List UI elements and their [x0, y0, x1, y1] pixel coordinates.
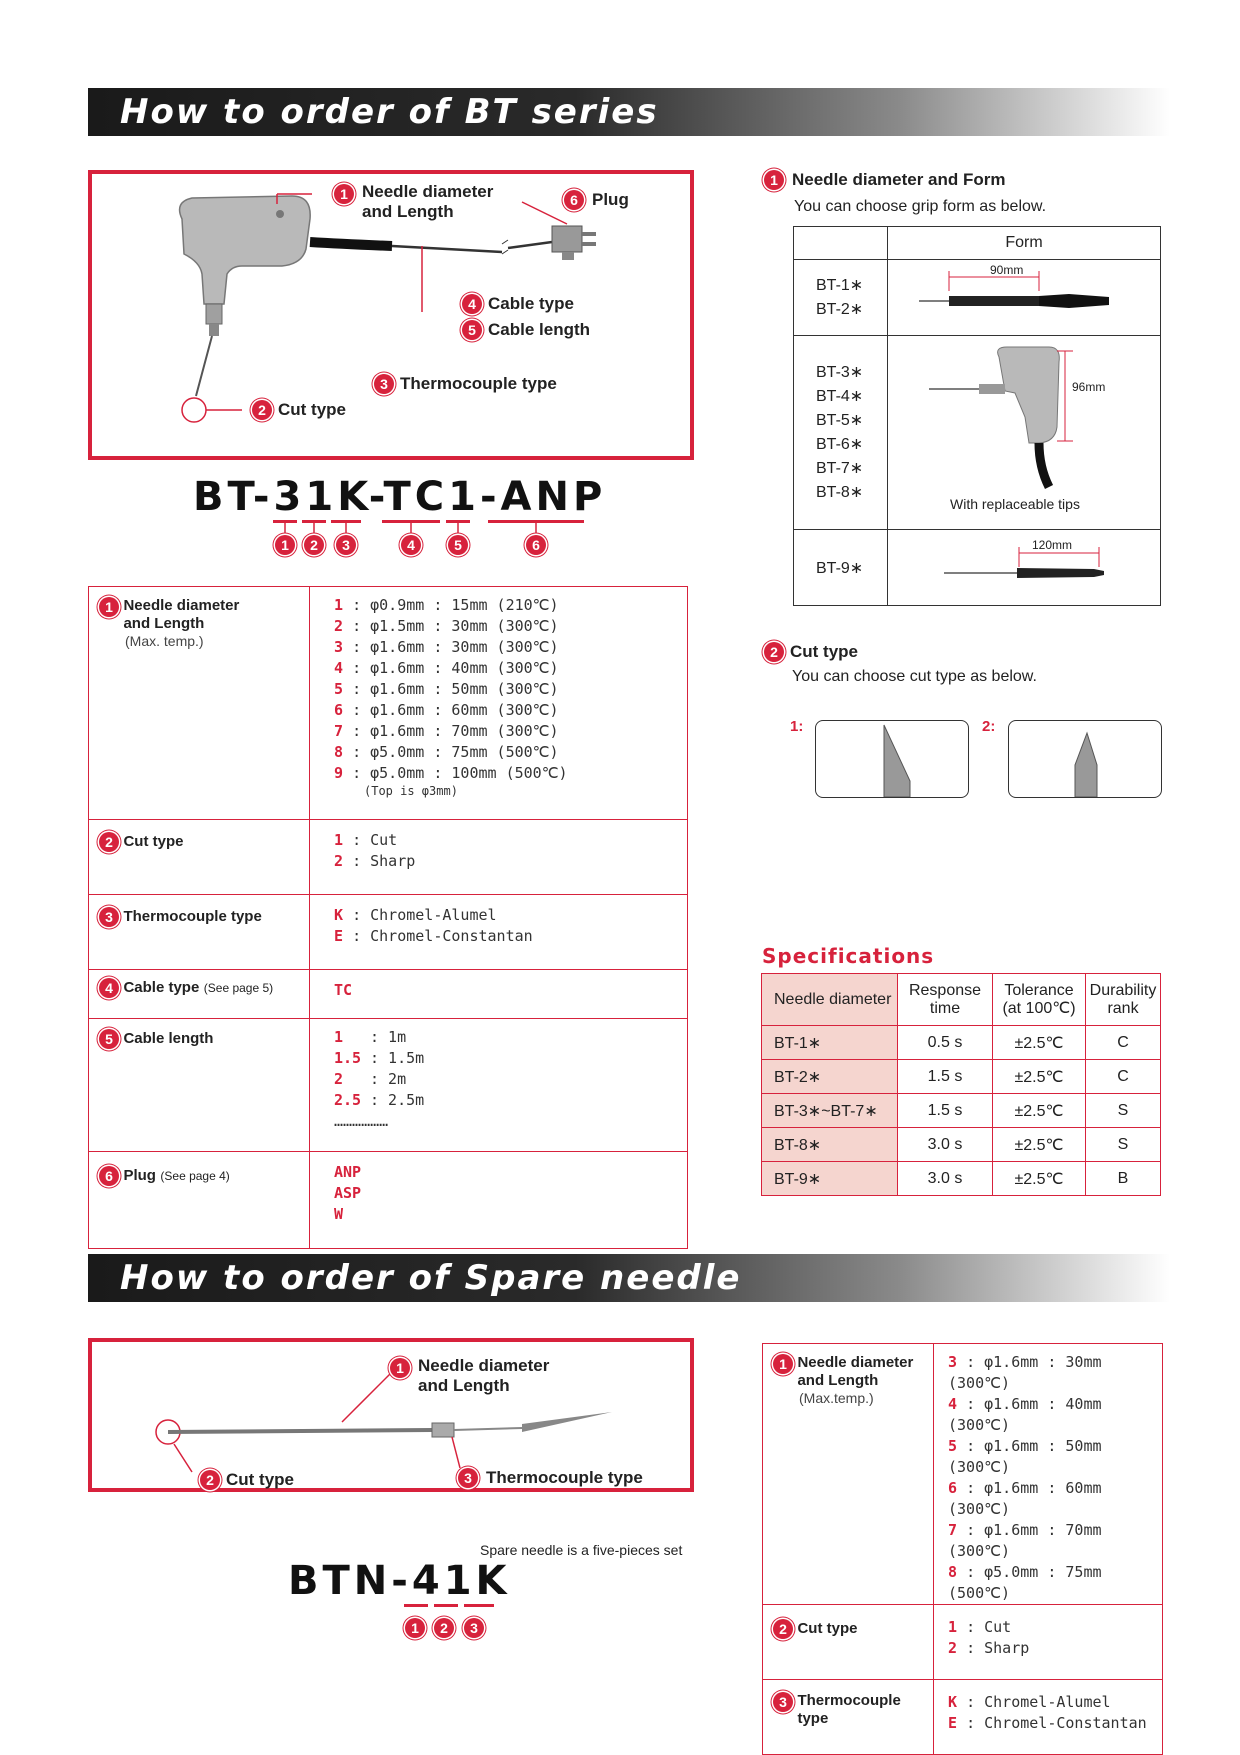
cut-option-1-label: 1:	[790, 718, 804, 735]
bt-options-table	[88, 586, 688, 1249]
needle-option: 5 : φ1.6mm : 50mm (300℃)	[334, 680, 559, 698]
needle-title: Needle diameter and Length	[123, 597, 240, 632]
section-banner-spare	[88, 1254, 1170, 1302]
spare-needle-option: 5 : φ1.6mm : 50mm (300℃)	[948, 1437, 1102, 1476]
row-plug: 6 Plug (See page 4) ANP ASP W	[89, 1152, 688, 1249]
cut-section-number: 2	[764, 642, 784, 662]
spare-thermo-option: E : Chromel-Constantan	[948, 1714, 1147, 1732]
spare-cut-option: 2 : Sharp	[948, 1639, 1030, 1657]
needle-option: 3 : φ1.6mm : 30mm (300℃)	[334, 638, 559, 656]
code-number-5: 5	[448, 535, 468, 555]
spec-header: Tolerance (at 100℃)	[993, 974, 1086, 1026]
needle-option: 8 : φ5.0mm : 75mm (500℃)	[334, 743, 559, 761]
spare-row-thermo: 3 Thermocouple type K : Chromel-Alumel E : Chromel-Constantan	[763, 1680, 1163, 1755]
needle-note: (Top is φ3mm)	[364, 784, 458, 798]
needle-option: 2 : φ1.5mm : 30mm (300℃)	[334, 617, 559, 635]
spec-row: BT-1∗ 0.5 s ±2.5℃ C	[762, 1026, 1161, 1060]
spare-needle-label: Needle diameter and Length	[418, 1356, 550, 1395]
spare-cut-option: 1 : Cut	[948, 1618, 1012, 1636]
form-row: BT-9∗ 120mm	[794, 530, 1161, 606]
spare-callout-3: 3	[458, 1468, 478, 1488]
spare-code-part-2: 1	[443, 1558, 476, 1604]
section-title: How to order of BT series	[120, 92, 659, 132]
cut-option: 1 : Cut	[334, 831, 398, 849]
needle-sub: (Max. temp.)	[125, 633, 204, 649]
spec-header: Durability rank	[1086, 974, 1161, 1026]
spec-row: BT-8∗ 3.0 s ±2.5℃ S	[762, 1128, 1161, 1162]
cut-section-desc: You can choose cut type as below.	[792, 668, 1037, 685]
spare-diagram-frame	[88, 1338, 694, 1492]
cable-type-note: (See page 5)	[203, 981, 274, 996]
spare-needle-sub: (Max.temp.)	[799, 1390, 874, 1406]
spare-thermo-option: K : Chromel-Alumel	[948, 1693, 1111, 1711]
spare-order-code: BTN-41K	[288, 1558, 511, 1604]
needle-option: 7 : φ1.6mm : 70mm (300℃)	[334, 722, 559, 740]
thermocouple-label: Thermocouple type	[400, 374, 557, 393]
row-needle: 1 Needle diameter and Length (Max. temp.) 1 : φ0.9mm : 15mm (210℃) 2 : φ1.5mm : 30mm (300℃) 3 : φ1.6mm : 30mm (300℃) 4 : φ1.6mm : 40mm (300℃) 5 : φ1.6mm : 50mm (300℃) 6 : φ1.6mm : 60mm (300℃) 7 : φ1.6mm : 70mm (300℃) 8 : φ5.0mm : 75mm (500℃) 9 : φ5.0mm : 100mm (500℃) (Top is φ3mm)	[89, 587, 688, 820]
spare-needle-option: 4 : φ1.6mm : 40mm (300℃)	[948, 1395, 1102, 1434]
cable-length-option: 2 : 2m	[334, 1070, 407, 1088]
spare-underline-2	[434, 1604, 458, 1607]
form-title: Needle diameter and Form	[792, 170, 1006, 189]
spec-row: BT-2∗ 1.5 s ±2.5℃ C	[762, 1060, 1161, 1094]
code-part-2: 1	[305, 474, 338, 520]
needle-option: 1 : φ0.9mm : 15mm (210℃)	[334, 596, 559, 614]
section-banner-bt	[88, 88, 1170, 136]
cable-length-title: Cable length	[123, 1030, 214, 1048]
plug-value: ANP	[334, 1163, 362, 1181]
spare-underline-1	[404, 1604, 428, 1607]
specs-table	[761, 973, 1161, 1196]
row-cable-length: 5 Cable length 1 : 1m 1.5 : 1.5m 2 : 2m 2.5 : 2.5m ………………	[89, 1019, 688, 1152]
specs-title: Specifications	[762, 944, 935, 968]
needle-option: 4 : φ1.6mm : 40mm (300℃)	[334, 659, 559, 677]
thermo-option: E : Chromel-Constantan	[334, 927, 533, 945]
callout-3: 3	[374, 374, 394, 394]
form-desc: You can choose grip form as below.	[794, 198, 1047, 215]
spec-row: BT-3∗~BT-7∗ 1.5 s ±2.5℃ S	[762, 1094, 1161, 1128]
form-col-header: Form	[888, 227, 1161, 260]
spec-row: BT-9∗ 3.0 s ±2.5℃ B	[762, 1162, 1161, 1196]
cable-type-title: Cable type	[123, 979, 200, 997]
spare-code-number-1: 1	[405, 1618, 425, 1638]
code-number-2: 2	[304, 535, 324, 555]
spare-thermo-label: Thermocouple type	[486, 1468, 643, 1487]
thermo-option: K : Chromel-Alumel	[334, 906, 497, 924]
cut-option-2-label: 2:	[982, 718, 996, 735]
cut-option-1-illustration	[815, 720, 969, 798]
spare-needle-title: Needle diameter and Length	[797, 1354, 914, 1389]
callout-5: 5	[462, 320, 482, 340]
dim-label: 96mm	[1072, 380, 1106, 394]
cable-type-value: TC	[334, 981, 353, 999]
spare-code-part-3: K	[475, 1558, 511, 1604]
code-number-4: 4	[401, 535, 421, 555]
form-row: BT-1∗ BT-2∗ 90mm	[794, 260, 1161, 336]
code-number-3: 3	[336, 535, 356, 555]
spare-needle-option: 6 : φ1.6mm : 60mm (300℃)	[948, 1479, 1102, 1518]
row-cut: 2 Cut type 1 : Cut 2 : Sharp	[89, 820, 688, 895]
form-row: BT-3∗ BT-4∗ BT-5∗ BT-6∗ BT-7∗ BT-8∗ 96mm With replaceable tips	[794, 336, 1161, 530]
plug-label: Plug	[592, 190, 629, 209]
cut-option: 2 : Sharp	[334, 852, 416, 870]
replaceable-tips-caption: With replaceable tips	[950, 496, 1080, 512]
thermo-title: Thermocouple type	[123, 908, 262, 926]
bt1-probe-illustration	[889, 261, 1159, 329]
spare-row-cut: 2 Cut type 1 : Cut 2 : Sharp	[763, 1605, 1163, 1680]
cable-length-more: ………………	[334, 1112, 389, 1130]
spare-code-number-2: 2	[434, 1618, 454, 1638]
code-part-4: TC	[383, 474, 449, 520]
cut-section-title: Cut type	[790, 642, 858, 661]
spec-header: Response time	[898, 974, 993, 1026]
row-cable-type: 4 Cable type (See page 5) TC	[89, 970, 688, 1019]
spare-needle-option: 7 : φ1.6mm : 70mm (300℃)	[948, 1521, 1102, 1560]
code-number-6: 6	[526, 535, 546, 555]
plug-value: W	[334, 1205, 344, 1223]
section-title: How to order of Spare needle	[120, 1258, 742, 1298]
cable-length-option: 2.5 : 2.5m	[334, 1091, 425, 1109]
needle-option: 9 : φ5.0mm : 100mm (500℃)	[334, 764, 568, 782]
code-part-5: 1	[448, 474, 480, 520]
cut-title: Cut type	[123, 833, 184, 851]
row-thermo: 3 Thermocouple type K : Chromel-Alumel E : Chromel-Constantan	[89, 895, 688, 970]
form-table	[793, 226, 1161, 606]
spare-cut-title: Cut type	[797, 1620, 858, 1638]
spare-callout-1: 1	[390, 1358, 410, 1378]
cable-length-option: 1.5 : 1.5m	[334, 1049, 425, 1067]
callout-6: 6	[564, 190, 584, 210]
spare-thermo-title: Thermocouple type	[797, 1692, 901, 1727]
cable-length-label: Cable length	[488, 320, 591, 339]
cable-length-option: 1 : 1m	[334, 1028, 407, 1046]
callout-4: 4	[462, 294, 482, 314]
dim-label: 120mm	[1032, 538, 1073, 552]
plug-title: Plug	[123, 1167, 156, 1185]
needle-option: 6 : φ1.6mm : 60mm (300℃)	[334, 701, 559, 719]
code-part-3: K	[337, 474, 369, 520]
spare-needle-option: 3 : φ1.6mm : 30mm (300℃)	[948, 1353, 1102, 1392]
spare-underline-3	[464, 1604, 494, 1607]
cut-type-label: Cut type	[278, 400, 346, 419]
callout-1: 1	[334, 184, 354, 204]
spec-header: Needle diameter	[762, 974, 898, 1026]
spare-options-table	[762, 1343, 1163, 1755]
spare-code-part-1: 4	[411, 1558, 444, 1604]
needle-diameter-label: Needle diameter and Length	[362, 182, 494, 221]
plug-note: (See page 4)	[160, 1169, 230, 1184]
spare-needle-option: 8 : φ5.0mm : 75mm (500℃)	[948, 1563, 1102, 1602]
spare-code-number-3: 3	[464, 1618, 484, 1638]
spare-row-needle: 1 Needle diameter and Length (Max.temp.) 3 : φ1.6mm : 30mm (300℃) 4 : φ1.6mm : 40mm (300℃) 5 : φ1.6mm : 50mm (300℃) 6 : φ1.6mm : 60mm (300℃) 7 : φ1.6mm : 70mm (300℃) 8 : φ5.0mm : 75mm (500℃)	[763, 1344, 1163, 1605]
dim-label: 90mm	[990, 263, 1024, 277]
code-part-1: 3	[273, 474, 306, 520]
code-part-6: ANP	[500, 474, 607, 520]
form-number: 1	[764, 170, 784, 190]
bt-order-code: BT-31K-TC1-ANP	[193, 474, 607, 520]
bt9-probe-illustration	[889, 531, 1159, 599]
plug-value: ASP	[334, 1184, 362, 1202]
code-number-1: 1	[275, 535, 295, 555]
spare-note: Spare needle is a five-pieces set	[480, 1542, 683, 1558]
callout-2: 2	[252, 400, 272, 420]
spare-cut-label: Cut type	[226, 1470, 294, 1489]
cut-option-2-illustration	[1008, 720, 1162, 798]
spare-callout-2: 2	[200, 1470, 220, 1490]
bt-diagram-frame	[88, 170, 694, 460]
cable-type-label: Cable type	[488, 294, 574, 313]
